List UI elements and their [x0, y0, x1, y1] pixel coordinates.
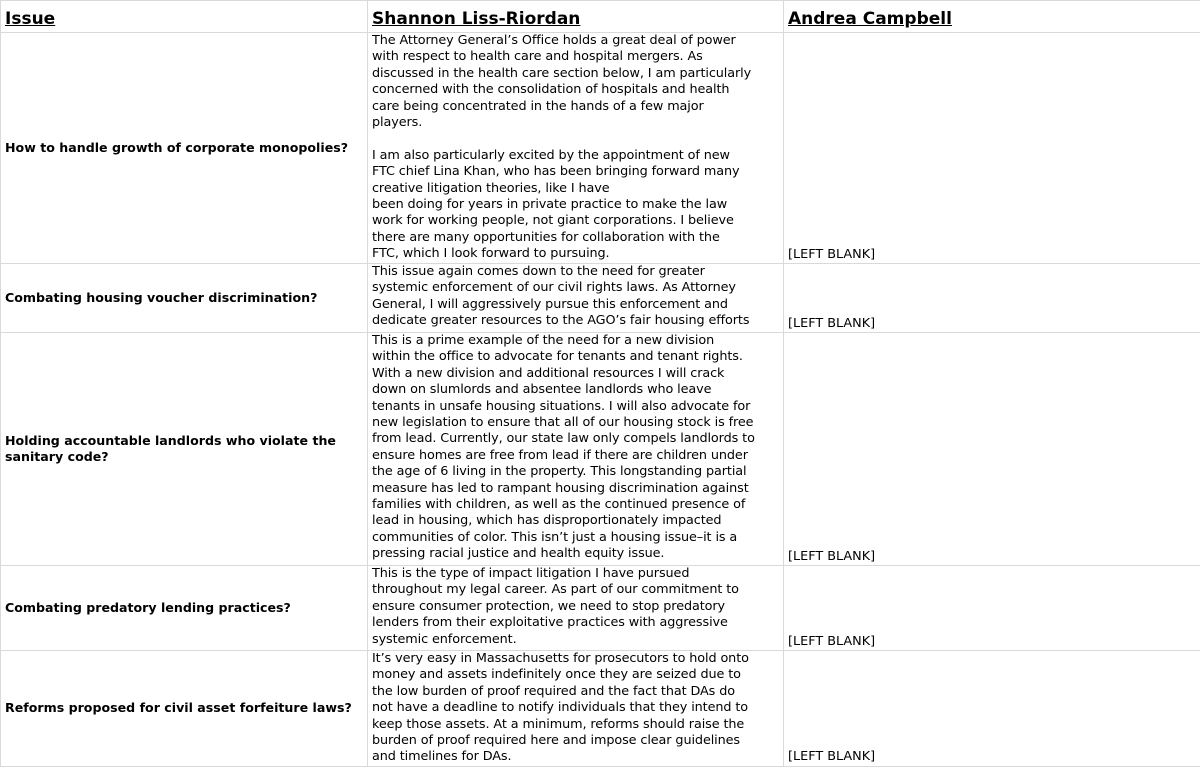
- table-row: [1, 651, 1200, 767]
- answer-cell-candidate-a[interactable]: [368, 264, 784, 333]
- answer-text: This is a prime example of the need for a new division within the office to advocate for tenants and tenant rights. With a new division and additional resources I will crack down on slumlords and absentee landlords who leave tenants in unsafe housing situations. I will also advocate for new legislation to ensure that all of our housing stock is free from lead. Currently, our state law only compels landlords to ensure homes are free from lead if there are children under the age of 6 living in the property. This longstanding partial measure has led to rampant housing discrimination against families with children, as well as the continued presence of lead in housing, which has disproportionately impacted communities of color. This isn’t just a housing issue–it is a pressing racial justice and health equity issue.: [372, 333, 755, 562]
- answer-cell-candidate-b[interactable]: [LEFT BLANK]: [784, 264, 1200, 333]
- answer-cell-candidate-b[interactable]: [LEFT BLANK]: [784, 33, 1200, 264]
- answer-text: This is the type of impact litigation I have pursued throughout my legal career. As part of our commitment to ensure consumer protection, we need to stop predatory lenders from their exploitative practices with aggressive systemic enforcement.: [372, 566, 739, 647]
- header-cell-candidate-a[interactable]: [368, 1, 784, 33]
- issue-cell[interactable]: How to handle growth of corporate monopolies?: [1, 33, 368, 264]
- header-issue: Issue: [5, 9, 56, 29]
- answer-cell-candidate-a[interactable]: [368, 33, 784, 264]
- header-cell-candidate-b[interactable]: [784, 1, 1200, 33]
- answer-text: It’s very easy in Massachusetts for prosecutors to hold onto money and assets indefinitely once they are seized due to the low burden of proof required and the fact that DAs do not have a deadline to notify individuals that they intend to keep those assets. At a minimum, reforms should raise the burden of proof required here and impose clear guidelines and timelines for DAs.: [372, 651, 749, 765]
- answer-cell-candidate-a[interactable]: [368, 651, 784, 767]
- header-row: [1, 1, 1200, 33]
- answer-cell-candidate-a[interactable]: [368, 333, 784, 566]
- answer-cell-candidate-a[interactable]: [368, 566, 784, 651]
- table-row: [1, 33, 1200, 264]
- issue-cell[interactable]: Combating predatory lending practices?: [1, 566, 368, 651]
- answer-text: This issue again comes down to the need for greater systemic enforcement of our civil rights laws. As Attorney General, I will aggressively pursue this enforcement and dedicate greater resources to the AGO’s fair housing efforts: [372, 264, 750, 329]
- issue-cell[interactable]: Holding accountable landlords who violate the sanitary code?: [1, 333, 368, 566]
- table-row: [1, 333, 1200, 566]
- table-row: [1, 566, 1200, 651]
- answer-cell-candidate-b[interactable]: [LEFT BLANK]: [784, 566, 1200, 651]
- answer-text: The Attorney General’s Office holds a great deal of power with respect to health care and hospital mergers. As discussed in the health care section below, I am particularly concerned with the consolidation of hospitals and health care being concentrated in the hands of a few major players. I am also particularly excited by the appointment of new FTC chief Lina Khan, who has been bringing forward many creative litigation theories, like I have been doing for years in private practice to make the law work for working people, not giant corporations. I believe there are many opportunities for collaboration with the FTC, which I look forward to pursuing.: [372, 33, 752, 262]
- issue-cell[interactable]: Combating housing voucher discrimination?: [1, 264, 368, 333]
- header-candidate-b: Andrea Campbell: [788, 9, 952, 29]
- answer-cell-candidate-b[interactable]: [LEFT BLANK]: [784, 651, 1200, 767]
- issue-cell[interactable]: Reforms proposed for civil asset forfeiture laws?: [1, 651, 368, 767]
- table-row: [1, 264, 1200, 333]
- header-cell-issue[interactable]: [1, 1, 368, 33]
- answer-cell-candidate-b[interactable]: [LEFT BLANK]: [784, 333, 1200, 566]
- header-candidate-a: Shannon Liss-Riordan: [372, 9, 581, 29]
